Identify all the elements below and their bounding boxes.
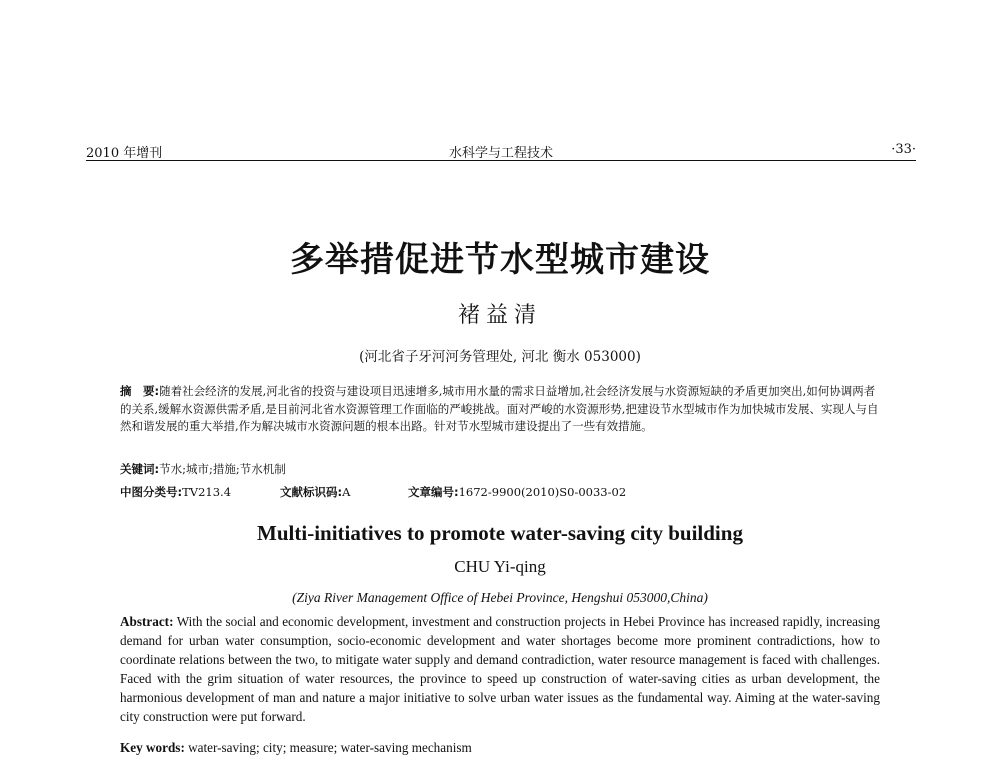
keywords-chinese-label: 关键词:	[120, 462, 160, 476]
document-code-label: 文献标识码:	[280, 485, 343, 499]
abstract-chinese-text: 随着社会经济的发展,河北省的投资与建设项目迅速增多,城市用水量的需求日益增加,社会经济发展与水资源短缺的矛盾更加突出,如何协调两者的关系,缓解水资源供需矛盾,是目前河北省水资源管理工作面临的严峻挑战。面对严峻的水资源形势,把建设节水型城市作为加快城市发展、实现人与自然和谐发展的重大举措,作为解决城市水资源问题的根本出路。针对节水型城市建设提出了一些有效措施。	[120, 384, 879, 433]
keywords-chinese-text: 节水;城市;措施;节水机制	[159, 462, 286, 476]
affiliation-english: (Ziya River Management Office of Hebei Province, Hengshui 053000,China)	[292, 590, 708, 605]
header-journal-name: 水科学与工程技术	[448, 146, 553, 161]
keywords-english	[120, 740, 880, 756]
affiliation-chinese: (河北省子牙河河务管理处, 河北 衡水 053000)	[359, 349, 641, 365]
document-code	[280, 484, 350, 500]
clc-number	[120, 484, 231, 500]
article-number	[408, 484, 626, 500]
keywords-english-text: water-saving; city; measure; water-saving mechanism	[188, 740, 472, 755]
author-chinese: 褚益清	[457, 303, 542, 328]
author-english: CHU Yi-qing	[454, 557, 546, 576]
header-issue: 2010 年增刊	[86, 146, 163, 161]
keywords-english-label: Key words:	[120, 740, 185, 755]
title-english: Multi-initiatives to promote water-saving city building	[257, 521, 743, 545]
abstract-english-text: With the social and economic development, investment and construction projects in Hebei Province has increased rapidly, increasing demand for urban water consumption, socio-economic development and water shortages become more prominent contradictions, how to coordinate relations between the two, to mitigate water supply and demand contradiction, water resource management is faced with challenges. Faced with the grim situation of water resources, the province to speed up construction of water-saving cities as urban development, the harmonious development of man and nature a major initiative to solve urban water issues as the fundamental way. Aiming at the water-saving city construction were put forward.	[120, 614, 881, 724]
document-code-value: A	[342, 485, 351, 499]
article-number-value: 1672-9900(2010)S0-0033-02	[458, 485, 627, 499]
header-page-number: ·33·	[891, 142, 916, 157]
header-divider	[86, 160, 916, 161]
abstract-english	[120, 612, 880, 726]
clc-label: 中图分类号:	[120, 485, 183, 499]
title-chinese: 多举措促进节水型城市建设	[290, 240, 710, 280]
abstract-chinese	[120, 383, 880, 436]
abstract-english-label: Abstract:	[120, 614, 174, 629]
keywords-chinese	[120, 461, 880, 477]
article-number-label: 文章编号:	[408, 485, 459, 499]
clc-value: TV213.4	[182, 485, 232, 499]
abstract-chinese-label: 摘 要:	[120, 384, 160, 398]
running-header	[86, 140, 916, 162]
